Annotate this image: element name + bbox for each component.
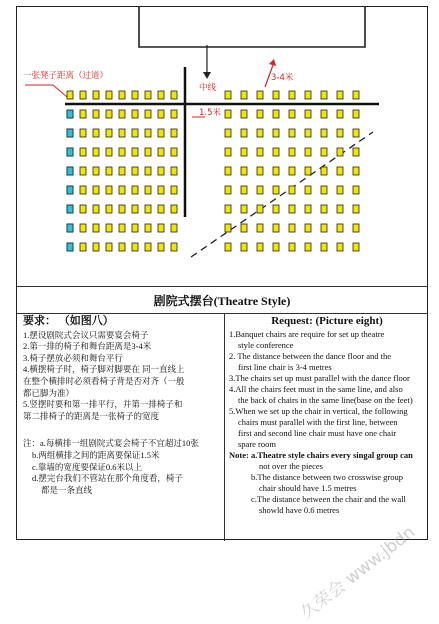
chair <box>158 91 164 99</box>
chair <box>80 148 86 156</box>
chair <box>132 224 138 232</box>
label-1-5m: 1.5米 <box>199 108 222 118</box>
chair <box>80 167 86 175</box>
chair <box>106 243 112 251</box>
left-line: 第二排椅子的距离是一张椅子的宽度 <box>23 410 160 421</box>
english-requirements <box>229 316 425 516</box>
right-note: showld have 0.6 metres <box>259 505 340 515</box>
right-heading: Request: (Picture eight) <box>271 315 383 327</box>
right-line: chairs must parallel with the first line, between <box>238 417 398 427</box>
chair <box>158 129 164 137</box>
chair <box>353 224 359 232</box>
chair <box>119 243 125 251</box>
chair <box>171 205 177 213</box>
chair <box>145 243 151 251</box>
chair <box>225 91 231 99</box>
chair <box>132 91 138 99</box>
diagonal-line <box>191 132 373 257</box>
chair <box>80 224 86 232</box>
chair <box>158 243 164 251</box>
chair <box>225 148 231 156</box>
right-line: the back of chairs in the same line(base on the feet) <box>238 395 413 405</box>
chair <box>119 167 125 175</box>
chair <box>305 186 311 194</box>
chair <box>171 110 177 118</box>
section-title: 剧院式摆台(Theatre Style) <box>17 286 427 314</box>
chair <box>80 205 86 213</box>
chair <box>353 110 359 118</box>
right-line: 5.When we set up the chair in vertical, the following <box>229 406 408 416</box>
chair <box>145 224 151 232</box>
chair <box>241 186 247 194</box>
chair <box>337 205 343 213</box>
chair <box>289 167 295 175</box>
chair <box>289 148 295 156</box>
chair <box>321 224 327 232</box>
chair <box>305 243 311 251</box>
chair <box>132 243 138 251</box>
chair <box>93 224 99 232</box>
left-line: 3.椅子摆放必须和舞台平行 <box>23 352 123 363</box>
chair <box>273 110 279 118</box>
chair <box>80 186 86 194</box>
chair <box>119 91 125 99</box>
chair <box>225 224 231 232</box>
chair <box>93 129 99 137</box>
chair <box>305 129 311 137</box>
chair <box>225 167 231 175</box>
chair <box>337 167 343 175</box>
left-line: 都已脚为准） <box>23 387 75 398</box>
chair-cyan <box>67 129 73 137</box>
chair <box>241 205 247 213</box>
chair <box>119 148 125 156</box>
chair <box>171 91 177 99</box>
right-note: not over the pieces <box>259 461 323 471</box>
chair <box>321 205 327 213</box>
chair <box>158 167 164 175</box>
chair <box>145 129 151 137</box>
chair <box>321 243 327 251</box>
chair <box>353 91 359 99</box>
chair <box>171 243 177 251</box>
chair <box>321 167 327 175</box>
chair <box>93 186 99 194</box>
chair <box>305 167 311 175</box>
chair <box>106 167 112 175</box>
stage-outline <box>139 7 365 47</box>
chair <box>273 129 279 137</box>
chair <box>225 129 231 137</box>
chair <box>289 224 295 232</box>
watermark: 久荣会 www.jbdn <box>297 522 419 624</box>
chair <box>353 167 359 175</box>
chair <box>257 91 263 99</box>
right-line: spare room <box>238 439 277 449</box>
chair <box>257 224 263 232</box>
left-line: 1.摆设剧院式会议只需要宴会椅子 <box>23 329 149 340</box>
chair <box>257 186 263 194</box>
chair <box>305 148 311 156</box>
chair <box>106 129 112 137</box>
chair <box>106 91 112 99</box>
left-note: d.摆完台我们不管站在那个角度看，椅子 <box>32 473 183 484</box>
chair <box>289 91 295 99</box>
chinese-requirements <box>23 316 221 496</box>
chair <box>289 110 295 118</box>
chair <box>171 148 177 156</box>
right-line: style conference <box>238 340 294 350</box>
chair <box>145 91 151 99</box>
chair <box>337 91 343 99</box>
left-heading: 要求： （如图八） <box>23 315 114 327</box>
chair <box>132 186 138 194</box>
left-note: 注：a.每横排一组剧院式宴会椅子不宜超过10张 <box>23 438 199 449</box>
chair <box>225 110 231 118</box>
arrow-up-icon <box>269 59 276 66</box>
chair <box>257 167 263 175</box>
chair <box>93 205 99 213</box>
right-note: Note: a.Theatre style chairs every singal group can <box>229 450 413 460</box>
chair <box>67 91 73 99</box>
chair <box>145 205 151 213</box>
chair-cyan <box>67 148 73 156</box>
chair <box>257 110 263 118</box>
chair <box>93 167 99 175</box>
left-note: 都是一条直线 <box>41 484 93 495</box>
right-note: chair should have 1.5 metres <box>259 483 357 493</box>
label-3-4m: 3-4米 <box>271 73 294 83</box>
chair <box>241 243 247 251</box>
right-note: c.The distance between the chair and the wall <box>251 494 406 504</box>
chair <box>273 167 279 175</box>
chair <box>305 205 311 213</box>
chair <box>337 224 343 232</box>
chair <box>353 186 359 194</box>
left-line: 2.第一排的椅子和舞台距离是3-4米 <box>23 341 152 352</box>
chair <box>132 110 138 118</box>
chair <box>158 186 164 194</box>
right-line: 1.Banquet chairs are require for set up theatre <box>229 329 385 339</box>
chair <box>80 91 86 99</box>
chair <box>171 129 177 137</box>
chair <box>80 243 86 251</box>
chair <box>158 205 164 213</box>
chair <box>273 243 279 251</box>
chair <box>171 167 177 175</box>
chair-cyan <box>67 167 73 175</box>
chair <box>273 186 279 194</box>
chair <box>321 186 327 194</box>
chair <box>337 129 343 137</box>
chair <box>145 110 151 118</box>
right-line: 3.The chairs set up must parallel with the dance floor <box>229 373 410 383</box>
chair <box>93 243 99 251</box>
chair <box>119 110 125 118</box>
chair <box>106 110 112 118</box>
chair <box>171 186 177 194</box>
left-note: c.靠墙的宽度要保证0.6米以上 <box>32 461 143 472</box>
chair <box>132 129 138 137</box>
chair <box>273 224 279 232</box>
chair <box>80 129 86 137</box>
chair <box>241 129 247 137</box>
chair <box>257 129 263 137</box>
chair <box>106 224 112 232</box>
chair <box>106 186 112 194</box>
chair <box>132 148 138 156</box>
arrow-down-icon <box>203 72 211 79</box>
chair-cyan <box>67 110 73 118</box>
chair <box>241 91 247 99</box>
chair-cyan <box>67 205 73 213</box>
chair <box>93 91 99 99</box>
chair <box>337 186 343 194</box>
chair <box>158 148 164 156</box>
chair <box>241 110 247 118</box>
label-center-line: 中线 <box>199 83 217 93</box>
chair <box>106 205 112 213</box>
chair <box>337 148 343 156</box>
chair <box>337 243 343 251</box>
chair <box>158 110 164 118</box>
chair <box>337 110 343 118</box>
chair <box>273 205 279 213</box>
chair <box>119 186 125 194</box>
chair <box>353 148 359 156</box>
chair <box>257 148 263 156</box>
chair <box>225 243 231 251</box>
right-line: 2. The distance between the dance floor and the <box>229 351 391 361</box>
chair <box>273 148 279 156</box>
chair <box>225 186 231 194</box>
chair <box>132 167 138 175</box>
left-line: 在整个横排时必须看椅子背是否对齐（一般 <box>23 375 185 386</box>
chair <box>225 205 231 213</box>
chair <box>145 167 151 175</box>
chair <box>289 186 295 194</box>
chair <box>321 110 327 118</box>
chair <box>273 91 279 99</box>
right-line: first and second line chair must have one chair <box>238 428 397 438</box>
page-frame <box>16 6 428 540</box>
chair <box>93 110 99 118</box>
chair <box>289 129 295 137</box>
chair <box>106 148 112 156</box>
chair <box>158 224 164 232</box>
chair <box>171 224 177 232</box>
theatre-layout-diagram <box>17 7 427 283</box>
chair <box>241 148 247 156</box>
chair <box>289 243 295 251</box>
chair <box>119 224 125 232</box>
right-note: b.The distance between two crosswise group <box>251 472 404 482</box>
chair <box>119 205 125 213</box>
chair-cyan <box>67 224 73 232</box>
right-line: first line chair is 3-4 metres <box>238 362 332 372</box>
chair <box>353 243 359 251</box>
chair <box>289 205 295 213</box>
chair <box>145 186 151 194</box>
right-line: 4.All the chairs feet must in the same line, and also <box>229 384 403 394</box>
chair <box>305 110 311 118</box>
chair <box>305 91 311 99</box>
column-divider <box>224 313 225 541</box>
left-line: 4.横摆椅子时，椅子脚对脚要在 同一直线上 <box>23 364 185 375</box>
chair <box>93 148 99 156</box>
chair-cyan <box>67 186 73 194</box>
label-row-distance: 一张凳子距离（过道） <box>23 71 109 81</box>
chair-cyan <box>67 243 73 251</box>
chair <box>132 205 138 213</box>
chair <box>353 129 359 137</box>
chair <box>80 110 86 118</box>
chair <box>305 224 311 232</box>
chair <box>321 148 327 156</box>
chair <box>241 224 247 232</box>
chair <box>145 148 151 156</box>
chair <box>353 205 359 213</box>
chair <box>321 129 327 137</box>
chair <box>119 129 125 137</box>
chair <box>257 243 263 251</box>
chair <box>321 91 327 99</box>
left-note: b.两组横排之间的距离要保证1.5米 <box>32 449 160 460</box>
chair <box>257 205 263 213</box>
left-line: 5.竖摆时要和第一排平行，并第一排椅子和 <box>23 399 183 410</box>
chair <box>241 167 247 175</box>
